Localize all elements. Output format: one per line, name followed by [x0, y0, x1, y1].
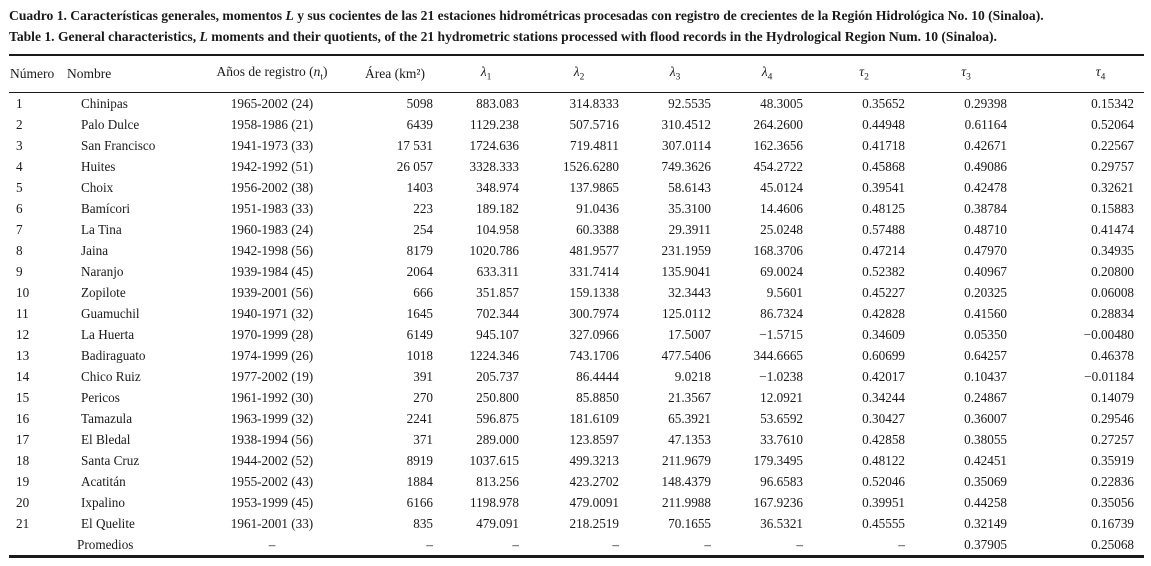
- table-cell: 0.39951: [862, 494, 905, 510]
- table-cell: 168.3706: [753, 242, 803, 258]
- caption-es-italic-l: L: [285, 8, 294, 23]
- table-cell: 0.29546: [1091, 410, 1134, 426]
- table-cell: Choix: [81, 179, 114, 195]
- table-cell: 1940-1971 (32): [230, 305, 314, 321]
- table-cell: El Quelite: [81, 515, 135, 531]
- table-cell: 58.6143: [668, 179, 711, 195]
- table-cell: 17.5007: [668, 326, 711, 342]
- table-cell: 18: [16, 452, 30, 468]
- table-cell: Chico Ruiz: [81, 368, 141, 384]
- table-cell: 26 057: [396, 158, 433, 174]
- table-cell: Zopilote: [81, 284, 126, 300]
- table-cell: 1018: [406, 347, 433, 363]
- table-cell: Huites: [81, 158, 116, 174]
- table-cell: 0.40967: [964, 263, 1007, 279]
- table-cell: 0.42478: [964, 179, 1007, 195]
- table-cell: –: [898, 536, 905, 552]
- table-cell: 0.32621: [1091, 179, 1134, 195]
- table-cell: 29.3911: [668, 221, 711, 237]
- table-cell: 0.37905: [964, 536, 1007, 552]
- table-cell: 14.4606: [760, 200, 803, 216]
- table-cell: 8919: [406, 452, 433, 468]
- table-cell: San Francisco: [81, 137, 156, 153]
- table-cell: 0.34244: [862, 389, 905, 405]
- table-cell: 1956-2002 (38): [230, 179, 314, 195]
- table-cell: 1645: [406, 305, 433, 321]
- table-cell: 0.41718: [862, 137, 905, 153]
- table-cell: 0.20325: [964, 284, 1007, 300]
- table-cell: 0.34935: [1091, 242, 1134, 258]
- table-cell: 0.29398: [964, 95, 1007, 111]
- table-cell: 6: [16, 200, 23, 216]
- table-cell: 0.41560: [964, 305, 1007, 321]
- table-cell: 0.36007: [964, 410, 1007, 426]
- table-cell: 15: [16, 389, 30, 405]
- table-caption-spanish: [9, 5, 1142, 26]
- table-cell: 19: [16, 473, 30, 489]
- table-cell: 479.091: [476, 515, 519, 531]
- table-cell: Jaina: [81, 242, 109, 258]
- table-cell: 9.5601: [766, 284, 803, 300]
- table-cell: 211.9988: [662, 494, 711, 510]
- table-cell: 477.5406: [661, 347, 711, 363]
- table-cell: 0.16739: [1091, 515, 1134, 531]
- table-row: [9, 366, 1144, 387]
- table-cell: 344.6665: [753, 347, 803, 363]
- caption-es-post: y sus cocientes de las 21 estaciones hidrométricas procesadas con registro de crecientes de la Región Hidrológica No. 10 (Sinaloa).: [293, 8, 1044, 23]
- table-cell: 36.5321: [760, 515, 803, 531]
- table-cell: 179.3495: [753, 452, 803, 468]
- table-cell: 223: [413, 200, 433, 216]
- table-cell: 0.15883: [1091, 200, 1134, 216]
- column-header: Años de registro $(n_t)$: [216, 64, 328, 84]
- table-cell: 351.857: [476, 284, 519, 300]
- table-cell: Badiraguato: [81, 347, 146, 363]
- table-cell: 1129.238: [470, 116, 519, 132]
- table-cell: 1977-2002 (19): [230, 368, 314, 384]
- table-cell: 264.2600: [753, 116, 803, 132]
- table-cell: −0.01184: [1084, 368, 1134, 384]
- table-cell: 0.28834: [1091, 305, 1134, 321]
- table-cell: –: [512, 536, 519, 552]
- table-row: [9, 408, 1144, 429]
- table-cell: 0.45555: [862, 515, 905, 531]
- table-row: [9, 156, 1144, 177]
- column-header: $\tau_4$: [1095, 64, 1106, 84]
- table-cell: 69.0024: [760, 263, 803, 279]
- table-cell: 1884: [406, 473, 433, 489]
- table-cell: Palo Dulce: [81, 116, 140, 132]
- table-cell: 218.2519: [569, 515, 619, 531]
- table-cell: 1961-1992 (30): [230, 389, 314, 405]
- caption-en-italic-l: L: [199, 29, 208, 44]
- table-cell: 25.0248: [760, 221, 803, 237]
- table-cell: 159.1338: [569, 284, 619, 300]
- table-cell: 250.800: [476, 389, 519, 405]
- table-cell: 60.3388: [576, 221, 619, 237]
- table-caption-english: [9, 26, 1142, 47]
- table-cell: 1942-1998 (56): [230, 242, 314, 258]
- table-cell: 0.52064: [1091, 116, 1134, 132]
- table-row: [9, 135, 1144, 156]
- table-cell: 331.7414: [569, 263, 619, 279]
- table-cell: 507.5716: [569, 116, 619, 132]
- table-cell: 0.45868: [862, 158, 905, 174]
- column-header: Área (km²): [365, 65, 425, 81]
- table-cell: 0.52382: [862, 263, 905, 279]
- table-cell: El Bledal: [81, 431, 131, 447]
- table-cell: 17: [16, 431, 30, 447]
- table-cell: 0.29757: [1091, 158, 1134, 174]
- table-cell: 148.4379: [661, 473, 711, 489]
- table-cell: 254: [413, 221, 433, 237]
- table-cell: 85.8850: [576, 389, 619, 405]
- table-cell: 310.4512: [661, 116, 711, 132]
- table-cell: 0.38784: [964, 200, 1007, 216]
- table-cell: 9: [16, 263, 23, 279]
- table-cell: 749.3626: [661, 158, 711, 174]
- table-row: [9, 324, 1144, 345]
- table-cell: 633.311: [476, 263, 519, 279]
- table-cell: 481.9577: [569, 242, 619, 258]
- table-cell: 391: [413, 368, 433, 384]
- table-cell: 167.9236: [753, 494, 803, 510]
- table-cell: La Tina: [81, 221, 122, 237]
- table-cell: 0.14079: [1091, 389, 1134, 405]
- table-row: [9, 240, 1144, 261]
- table-cell: 21.3567: [668, 389, 711, 405]
- column-header: $\tau_3$: [961, 64, 971, 84]
- table-cell: 719.4811: [570, 137, 619, 153]
- table-cell: 0.42828: [862, 305, 905, 321]
- table-cell: –: [704, 536, 711, 552]
- table-cell: 479.0091: [569, 494, 619, 510]
- table-cell: 0.60699: [862, 347, 905, 363]
- table-cell: 5098: [406, 95, 433, 111]
- table-cell: 1944-2002 (52): [230, 452, 314, 468]
- table-cell: 1938-1994 (56): [230, 431, 314, 447]
- table-cell: 91.0436: [576, 200, 619, 216]
- table-cell: Naranjo: [81, 263, 124, 279]
- table-cell: 327.0966: [569, 326, 619, 342]
- table-cell: 1939-1984 (45): [230, 263, 314, 279]
- table-cell: 1955-2002 (43): [230, 473, 314, 489]
- table-cell: 2064: [406, 263, 433, 279]
- table-cell: 1942-1992 (51): [230, 158, 314, 174]
- table-cell: 125.0112: [662, 305, 711, 321]
- table-cell: 0.44948: [862, 116, 905, 132]
- table-cell: 813.256: [476, 473, 519, 489]
- table-cell: 0.20800: [1091, 263, 1134, 279]
- table-cell: 48.3005: [760, 95, 803, 111]
- table-cell: 0.46378: [1091, 347, 1134, 363]
- table-cell: 0.39541: [862, 179, 905, 195]
- table-cell: –: [612, 536, 619, 552]
- table-cell: 0.15342: [1091, 95, 1134, 111]
- table-cell: 0.48710: [964, 221, 1007, 237]
- table-cell: 1037.615: [469, 452, 519, 468]
- table-cell: 0.42451: [964, 452, 1007, 468]
- table-cell: −0.00480: [1083, 326, 1134, 342]
- table-cell: 0.35056: [1091, 494, 1134, 510]
- table-cell: 3328.333: [469, 158, 519, 174]
- table-cell: 10: [16, 284, 30, 300]
- table-cell: 47.1353: [668, 431, 711, 447]
- table-cell: 0.27257: [1091, 431, 1134, 447]
- table-cell: 314.8333: [569, 95, 619, 111]
- stations-data-table: [9, 54, 1144, 558]
- column-header: Número: [10, 65, 55, 81]
- table-row: [9, 345, 1144, 366]
- table-cell: 9.0218: [674, 368, 711, 384]
- table-cell: 14: [16, 368, 30, 384]
- table-cell: 65.3921: [668, 410, 711, 426]
- table-row: [9, 198, 1144, 219]
- table-cell: 0.49086: [964, 158, 1007, 174]
- table-row: [9, 513, 1144, 534]
- table-cell: 205.737: [476, 368, 519, 384]
- table-cell: 666: [413, 284, 433, 300]
- table-cell: 1953-1999 (45): [230, 494, 314, 510]
- table-row: [9, 219, 1144, 240]
- table-cell: Santa Cruz: [81, 452, 140, 468]
- caption-es-pre: Cuadro 1. Características generales, momentos: [9, 8, 286, 23]
- promedios-row: [9, 534, 1144, 557]
- table-cell: 499.3213: [569, 452, 619, 468]
- table-cell: 945.107: [476, 326, 519, 342]
- table-cell: 17 531: [396, 137, 433, 153]
- table-cell: 45.0124: [760, 179, 803, 195]
- table-cell: 1951-1983 (33): [230, 200, 314, 216]
- table-cell: 0.35652: [862, 95, 905, 111]
- table-cell: 423.2702: [569, 473, 619, 489]
- table-cell: 104.958: [476, 221, 519, 237]
- table-cell: 4: [16, 158, 23, 174]
- table-cell: 0.06008: [1091, 284, 1134, 300]
- table-row: [9, 303, 1144, 324]
- table-cell: 1224.346: [469, 347, 519, 363]
- table-cell: 0.42858: [862, 431, 905, 447]
- column-header: $\lambda_2$: [573, 64, 585, 84]
- table-cell: 0.47970: [964, 242, 1007, 258]
- table-cell: La Huerta: [81, 326, 135, 342]
- table-cell: 371: [413, 431, 433, 447]
- table-cell: 3: [16, 137, 23, 153]
- table-cell: 11: [16, 305, 29, 321]
- promedios-label: Promedios: [77, 536, 134, 552]
- table-cell: −1.5715: [759, 326, 803, 342]
- table-cell: 162.3656: [753, 137, 803, 153]
- table-cell: –: [268, 536, 276, 552]
- caption-en-pre: Table 1. General characteristics,: [9, 29, 200, 44]
- table-cell: 6166: [406, 494, 433, 510]
- table-cell: 1961-2001 (33): [230, 515, 314, 531]
- table-cell: 1: [16, 95, 23, 111]
- table-row: [9, 282, 1144, 303]
- table-cell: 289.000: [476, 431, 519, 447]
- table-cell: −1.0238: [759, 368, 803, 384]
- table-row: [9, 450, 1144, 471]
- table-cell: 1970-1999 (28): [230, 326, 314, 342]
- table-cell: 743.1706: [569, 347, 619, 363]
- table-cell: 0.22836: [1091, 473, 1134, 489]
- table-cell: 2: [16, 116, 23, 132]
- table-cell: 0.44258: [964, 494, 1007, 510]
- table-cell: 883.083: [476, 95, 519, 111]
- table-cell: 1403: [406, 179, 433, 195]
- table-cell: 13: [16, 347, 30, 363]
- table-cell: 300.7974: [569, 305, 619, 321]
- table-cell: 0.47214: [862, 242, 905, 258]
- table-cell: 7: [16, 221, 23, 237]
- table-cell: 1958-1986 (21): [230, 116, 314, 132]
- table-cell: Pericos: [81, 389, 120, 405]
- table-cell: 33.7610: [760, 431, 803, 447]
- table-cell: 53.6592: [760, 410, 803, 426]
- table-cell: 2241: [406, 410, 433, 426]
- table-cell: Acatitán: [81, 473, 126, 489]
- table-row: [9, 114, 1144, 135]
- table-cell: 0.10437: [964, 368, 1007, 384]
- table-cell: 835: [413, 515, 433, 531]
- table-cell: Tamazula: [81, 410, 133, 426]
- table-cell: 6439: [406, 116, 433, 132]
- table-cell: 0.24867: [964, 389, 1007, 405]
- table-cell: 270: [413, 389, 433, 405]
- table-cell: 0.52046: [862, 473, 905, 489]
- table-cell: 0.38055: [964, 431, 1007, 447]
- table-cell: 92.5535: [668, 95, 711, 111]
- table-cell: 8: [16, 242, 23, 258]
- table-cell: 86.4444: [576, 368, 619, 384]
- table-cell: 189.182: [476, 200, 519, 216]
- table-cell: 6149: [406, 326, 433, 342]
- table-cell: 12: [16, 326, 30, 342]
- table-cell: 211.9679: [662, 452, 711, 468]
- column-header: $\lambda_3$: [669, 64, 681, 84]
- table-cell: 0.45227: [862, 284, 905, 300]
- table-cell: 702.344: [476, 305, 519, 321]
- table-cell: 8179: [406, 242, 433, 258]
- table-body: [9, 92, 1144, 534]
- table-cell: 32.3443: [668, 284, 711, 300]
- column-header: $\lambda_4$: [761, 64, 773, 84]
- table-cell: 1939-2001 (56): [230, 284, 314, 300]
- table-cell: 21: [16, 515, 30, 531]
- table-cell: 0.48122: [862, 452, 905, 468]
- table-cell: 96.6583: [760, 473, 803, 489]
- table-cell: 86.7324: [760, 305, 803, 321]
- table-cell: 12.0921: [760, 389, 803, 405]
- table-cell: 1960-1983 (24): [230, 221, 314, 237]
- table-cell: 0.32149: [964, 515, 1007, 531]
- table-cell: 137.9865: [569, 179, 619, 195]
- table-cell: 0.57488: [862, 221, 905, 237]
- table-cell: 0.64257: [964, 347, 1007, 363]
- table-cell: 1941-1973 (33): [230, 137, 314, 153]
- table-cell: –: [426, 536, 433, 552]
- table-cell: 454.2722: [753, 158, 803, 174]
- table-cell: Guamuchil: [81, 305, 140, 321]
- table-cell: 0.42017: [862, 368, 905, 384]
- table-row: [9, 429, 1144, 450]
- table-cell: 1020.786: [469, 242, 519, 258]
- table-cell: [9, 534, 67, 557]
- table-cell: –: [796, 536, 803, 552]
- table-row: [9, 261, 1144, 282]
- table-cell: 0.05350: [964, 326, 1007, 342]
- table-cell: 0.25068: [1091, 536, 1134, 552]
- column-header: Nombre: [67, 65, 112, 81]
- table-cell: 0.42671: [964, 137, 1007, 153]
- table-cell: 5: [16, 179, 23, 195]
- table-cell: 1963-1999 (32): [230, 410, 314, 426]
- table-cell: 181.6109: [569, 410, 619, 426]
- table-cell: 0.35069: [964, 473, 1007, 489]
- header-row: [9, 55, 1144, 92]
- table-cell: 20: [16, 494, 30, 510]
- table-row: [9, 387, 1144, 408]
- table-cell: 1724.636: [469, 137, 519, 153]
- table-cell: 348.974: [476, 179, 519, 195]
- table-cell: 1526.6280: [562, 158, 619, 174]
- table-cell: 70.1655: [668, 515, 711, 531]
- table-row: [9, 471, 1144, 492]
- table-cell: 0.48125: [862, 200, 905, 216]
- column-header: $\lambda_1$: [480, 64, 492, 84]
- table-cell: 0.30427: [862, 410, 905, 426]
- table-cell: Chinipas: [81, 95, 128, 111]
- table-cell: 0.22567: [1091, 137, 1134, 153]
- table-row: [9, 177, 1144, 198]
- table-cell: 596.875: [476, 410, 519, 426]
- table-cell: 1974-1999 (26): [230, 347, 314, 363]
- table-row: [9, 92, 1144, 114]
- table-cell: 0.61164: [964, 116, 1007, 132]
- table-row: [9, 492, 1144, 513]
- caption-en-post: moments and their quotients, of the 21 hydrometric stations processed with flood records in the Hydrological Region Num. 10 (Sinaloa).: [207, 29, 997, 44]
- table-cell: 16: [16, 410, 30, 426]
- table-cell: 123.8597: [569, 431, 619, 447]
- table-cell: 0.35919: [1091, 452, 1134, 468]
- table-cell: 231.1959: [661, 242, 711, 258]
- table-cell: 1965-2002 (24): [230, 95, 314, 111]
- table-cell: 1198.978: [470, 494, 519, 510]
- column-header: $\tau_2$: [859, 64, 869, 84]
- table-cell: 35.3100: [668, 200, 711, 216]
- table-cell: 0.41474: [1091, 221, 1134, 237]
- table-cell: Ixpalino: [81, 494, 125, 510]
- table-cell: 135.9041: [661, 263, 711, 279]
- table-cell: Bamícori: [81, 200, 131, 216]
- table-cell: 307.0114: [662, 137, 711, 153]
- table-cell: 0.34609: [862, 326, 905, 342]
